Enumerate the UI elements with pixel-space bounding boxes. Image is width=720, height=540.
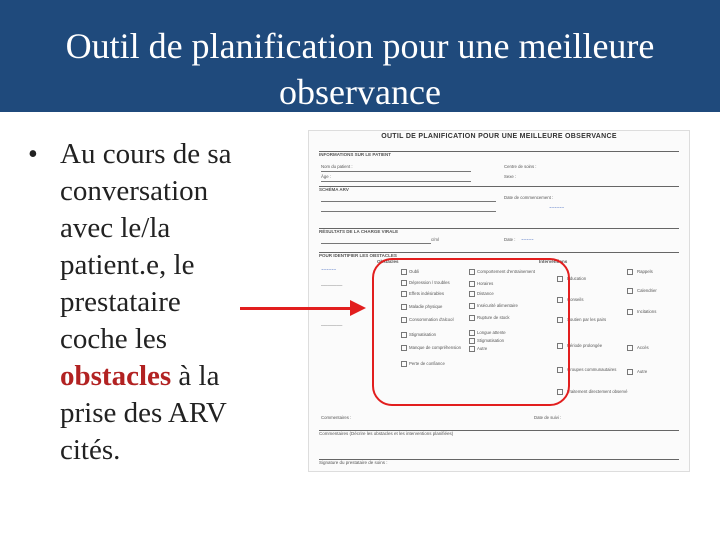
field-nom: Nom du patient : bbox=[321, 164, 353, 169]
section-schema: SCHÉMA ARV bbox=[319, 186, 679, 192]
section-patient: INFORMATIONS SUR LE PATIENT bbox=[319, 151, 679, 157]
section-obstacles: POUR IDENTIFIER LES OBSTACLES bbox=[319, 252, 679, 258]
checkbox-icon bbox=[627, 345, 633, 351]
obstacle-right: Insécurité alimentaire bbox=[477, 303, 518, 308]
handwritten-value: ~~~~~~ bbox=[321, 267, 337, 272]
obstacle-right: Distance bbox=[477, 291, 494, 296]
section-charge: RÉSULTATS DE LA CHARGE VIRALE bbox=[319, 228, 679, 234]
bullet-line: prise des ARV bbox=[60, 397, 227, 429]
col-obstacles: Obstacles bbox=[377, 259, 399, 264]
slide-title-line1: Outil de planification pour une meilleure bbox=[65, 26, 655, 66]
bullet-line: patient.e, le bbox=[60, 249, 195, 281]
field-unit: c/ml bbox=[431, 237, 439, 242]
arrow-shaft bbox=[240, 307, 355, 310]
col-interventions: Interventions bbox=[539, 259, 568, 264]
highlight-box bbox=[372, 258, 570, 406]
extra-option: Autre bbox=[637, 369, 648, 374]
comments-label: Commentaires : bbox=[321, 415, 352, 420]
field-date-arv: Date de commencement : bbox=[504, 195, 554, 200]
intervention: Éducation bbox=[567, 276, 587, 281]
bullet-text bbox=[60, 136, 270, 469]
intervention: Période prolongée bbox=[567, 343, 603, 348]
bullet-line-highlight bbox=[60, 358, 270, 395]
form-title: OUTIL DE PLANIFICATION POUR UNE MEILLEURE OBSERVANCE bbox=[381, 133, 617, 140]
bullet-line: cités. bbox=[60, 434, 121, 466]
bullet-line: Au cours de sa bbox=[60, 138, 232, 170]
intervention: Soutien par les pairs bbox=[567, 317, 607, 322]
bullet-icon: • bbox=[28, 139, 38, 170]
extra-option: Calendrier bbox=[637, 288, 657, 293]
obstacle-left: Stigmatisation bbox=[409, 332, 436, 337]
bullet-line: coche les bbox=[60, 323, 168, 355]
obstacle-right: Horaires bbox=[477, 281, 494, 286]
obstacle-left: Maladie physique bbox=[409, 304, 443, 309]
obstacle-left: Manque de compréhension bbox=[409, 345, 462, 350]
obstacle-right: Rupture de stock bbox=[477, 315, 510, 320]
signature-label: Signature du prestataire de soins : bbox=[319, 459, 679, 465]
intervention: Traitement directement observé bbox=[567, 389, 628, 394]
field-date-cv: Date : bbox=[504, 237, 516, 242]
intervention: Conseils bbox=[567, 297, 584, 302]
checkbox-icon bbox=[627, 269, 633, 275]
checkbox-icon bbox=[627, 369, 633, 375]
intervention: Groupes communautaires bbox=[567, 367, 617, 372]
field-underline bbox=[321, 211, 496, 212]
field-sexe: Sexe : bbox=[504, 174, 517, 179]
highlight-tail: à la bbox=[171, 360, 220, 392]
field-centre: Centre de soins : bbox=[504, 164, 537, 169]
field-observance: ─────── bbox=[321, 283, 343, 288]
bullet-line: prestataire bbox=[60, 286, 181, 318]
extra-option: Accès bbox=[637, 345, 649, 350]
field-underline bbox=[321, 243, 431, 244]
obstacle-left: Consommation d'alcool bbox=[409, 317, 454, 322]
extra-option: Incitations bbox=[637, 309, 657, 314]
field-underline bbox=[321, 181, 471, 182]
bullet-line: avec le/la bbox=[60, 212, 171, 244]
field-oubli-note: ─────── bbox=[321, 323, 343, 328]
obstacle-right: Stigmatisation bbox=[477, 338, 504, 343]
obstacle-left: Oubli bbox=[409, 269, 420, 274]
handwritten-value: ~~~~~~ bbox=[549, 205, 565, 210]
obstacle-left: Effets indésirables bbox=[409, 291, 445, 296]
field-underline bbox=[321, 201, 496, 202]
checkbox-icon bbox=[627, 309, 633, 315]
obstacle-left: Perte de confiance bbox=[409, 361, 445, 366]
slide-title-line2: observance bbox=[279, 72, 441, 112]
checkbox-icon bbox=[627, 288, 633, 294]
obstacle-left: Dépression / troubles bbox=[409, 280, 450, 285]
slide-title-bar bbox=[0, 0, 720, 112]
extra-option: Rappels bbox=[637, 269, 653, 274]
field-underline bbox=[321, 171, 471, 172]
obstacle-right: Autre bbox=[477, 346, 488, 351]
arrow-head-icon bbox=[350, 300, 366, 316]
highlight-word: obstacles bbox=[60, 360, 172, 392]
date-next-label: Date de suivi : bbox=[534, 415, 562, 420]
obstacle-right: Longue attente bbox=[477, 330, 506, 335]
field-age: Âge : bbox=[321, 174, 332, 179]
handwritten-value: ~~~~~ bbox=[521, 237, 534, 242]
bullet-line: conversation bbox=[60, 175, 209, 207]
obstacle-right: Comportement d'entrainement bbox=[477, 269, 535, 274]
comments2-label: Commentaires (Décrire les obstacles et les interventions planifiées) bbox=[319, 430, 679, 436]
